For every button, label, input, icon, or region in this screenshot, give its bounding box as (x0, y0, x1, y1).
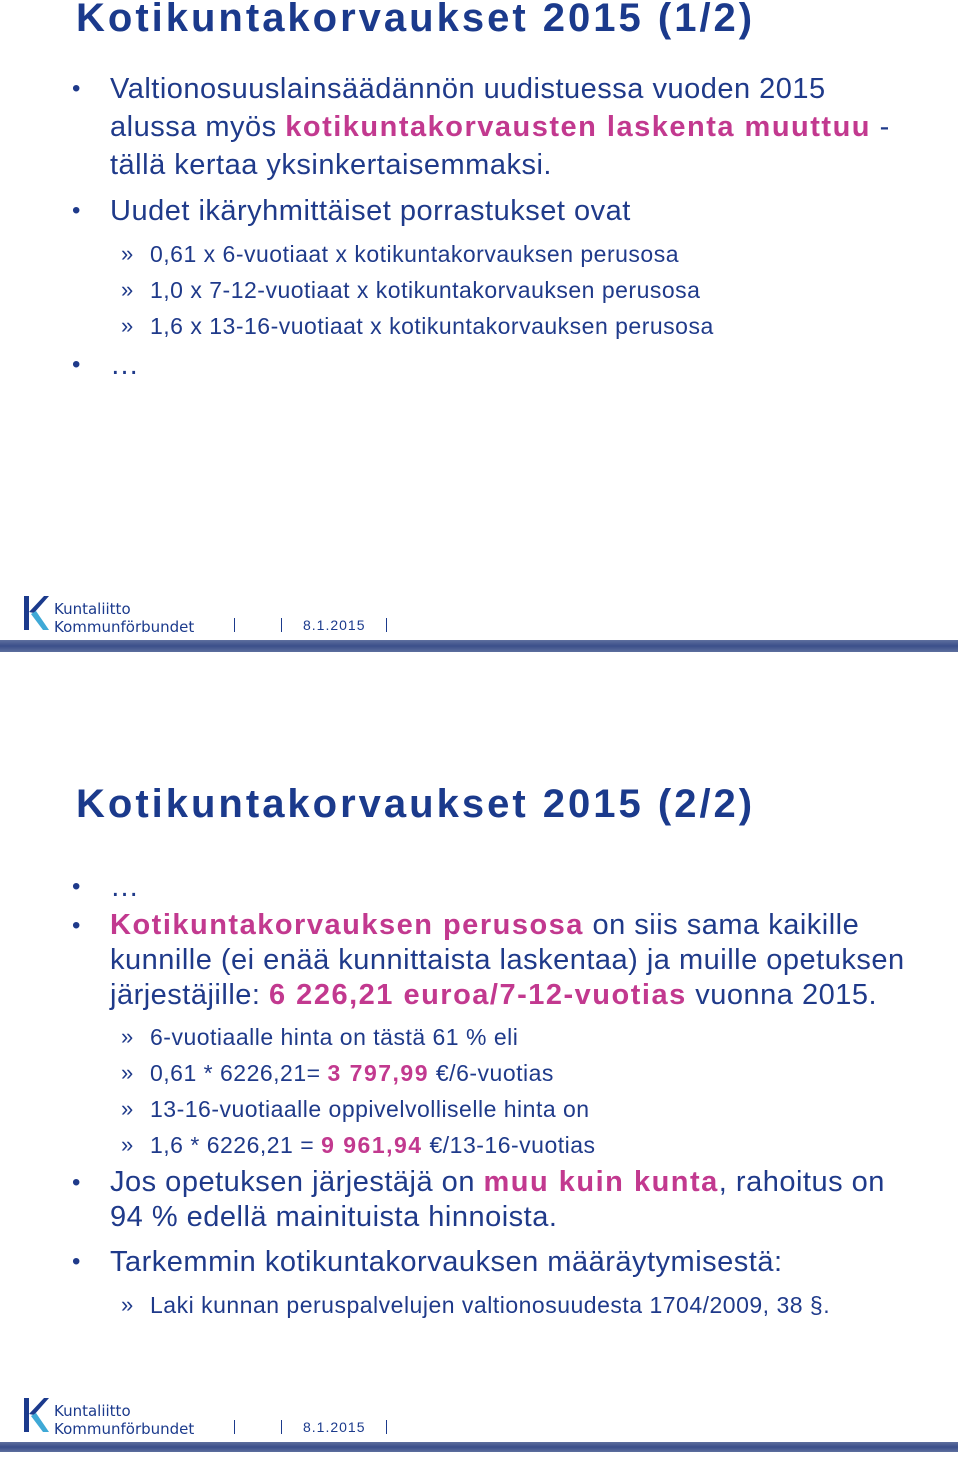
sub-bullet-item: » Laki kunnan peruspalvelujen valtionosuudesta 1704/2009, 38 §. (0, 1289, 960, 1321)
highlight-text: kotikuntakorvausten laskenta muuttuu (285, 111, 872, 143)
kuntaliitto-logo (22, 1394, 195, 1438)
logo-text: Kommunförbundet (54, 618, 195, 636)
slide-1 (0, 0, 960, 700)
slide-title: Kotikuntakorvaukset 2015 (1/2) (76, 0, 756, 40)
bullet-item: • Uudet ikäryhmittäiset porrastukset ovat (0, 192, 960, 230)
sub-bullet-item: » 1,6 x 13-16-vuotiaat x kotikuntakorvauksen perusosa (0, 310, 960, 342)
sub-bullet-item: » 0,61 x 6-vuotiaat x kotikuntakorvauksen perusosa (0, 238, 960, 270)
footer-divider (234, 1420, 235, 1434)
footer-date: 8.1.2015 (303, 617, 366, 633)
bullet-item: • … (0, 868, 960, 906)
bullet-text: Jos opetuksen järjestäjä on (110, 1166, 484, 1198)
highlight-text: Kotikuntakorvauksen perusosa (110, 909, 584, 941)
footer-divider (281, 618, 282, 632)
footer-divider (234, 618, 235, 632)
logo-text: Kuntaliitto (54, 1402, 131, 1420)
footer-date: 8.1.2015 (303, 1419, 366, 1435)
footer-bar (0, 640, 958, 652)
highlight-text: muu kuin kunta (483, 1166, 719, 1198)
bullet-item: • … (0, 346, 960, 384)
kuntaliitto-logo-mark-icon (22, 1394, 50, 1438)
bullet-item (0, 70, 960, 184)
bullet-text: on siis sama kaikille kunnille (ei enää kunnittaista laskentaa) ja muille opetuksen järjestäjille: (110, 909, 905, 1011)
sub-bullet-item (0, 1057, 960, 1089)
slide-content (0, 70, 960, 392)
sub-bullet-item: » 1,0 x 7-12-vuotiaat x kotikuntakorvauksen perusosa (0, 274, 960, 306)
slide-content (0, 868, 960, 1325)
logo-text: Kommunförbundet (54, 1420, 195, 1438)
slide-title: Kotikuntakorvaukset 2015 (2/2) (76, 782, 756, 826)
sub-bullet-item: » 13-16-vuotiaalle oppivelvolliselle hinta on (0, 1093, 960, 1125)
bullet-text: 0,61 * 6226,21= (150, 1060, 328, 1086)
slide-footer (0, 588, 960, 658)
footer-divider (386, 618, 387, 632)
footer-divider (386, 1420, 387, 1434)
sub-bullet-item: » 6-vuotiaalle hinta on tästä 61 % eli (0, 1021, 960, 1053)
highlight-text: 3 797,99 (327, 1060, 429, 1086)
footer-divider (281, 1420, 282, 1434)
highlight-text: 9 961,94 (321, 1132, 423, 1158)
bullet-text: €/6-vuotias (429, 1060, 554, 1086)
kuntaliitto-logo-mark-icon (22, 592, 50, 636)
bullet-text: vuonna 2015. (686, 979, 878, 1011)
bullet-text: , rahoitus on 94 % edellä mainituista hinnoista. (110, 1166, 885, 1233)
bullet-text: - tällä kertaa yksinkertaisemmaksi. (110, 111, 890, 181)
bullet-item (0, 908, 960, 1013)
sub-bullet-item (0, 1129, 960, 1161)
bullet-item: • Tarkemmin kotikuntakorvauksen määräytymisestä: (0, 1243, 960, 1281)
slide-2 (0, 760, 960, 1450)
bullet-text: Valtionosuuslainsäädännön uudistuessa vuoden 2015 alussa myös (110, 73, 826, 143)
bullet-text: €/13-16-vuotias (422, 1132, 596, 1158)
bullet-item (0, 1165, 960, 1235)
footer-bar (0, 1442, 958, 1452)
bullet-text: 1,6 * 6226,21 = (150, 1132, 322, 1158)
kuntaliitto-logo (22, 592, 195, 636)
logo-text: Kuntaliitto (54, 600, 131, 618)
highlight-text: 6 226,21 euroa/7-12-vuotias (269, 979, 687, 1011)
